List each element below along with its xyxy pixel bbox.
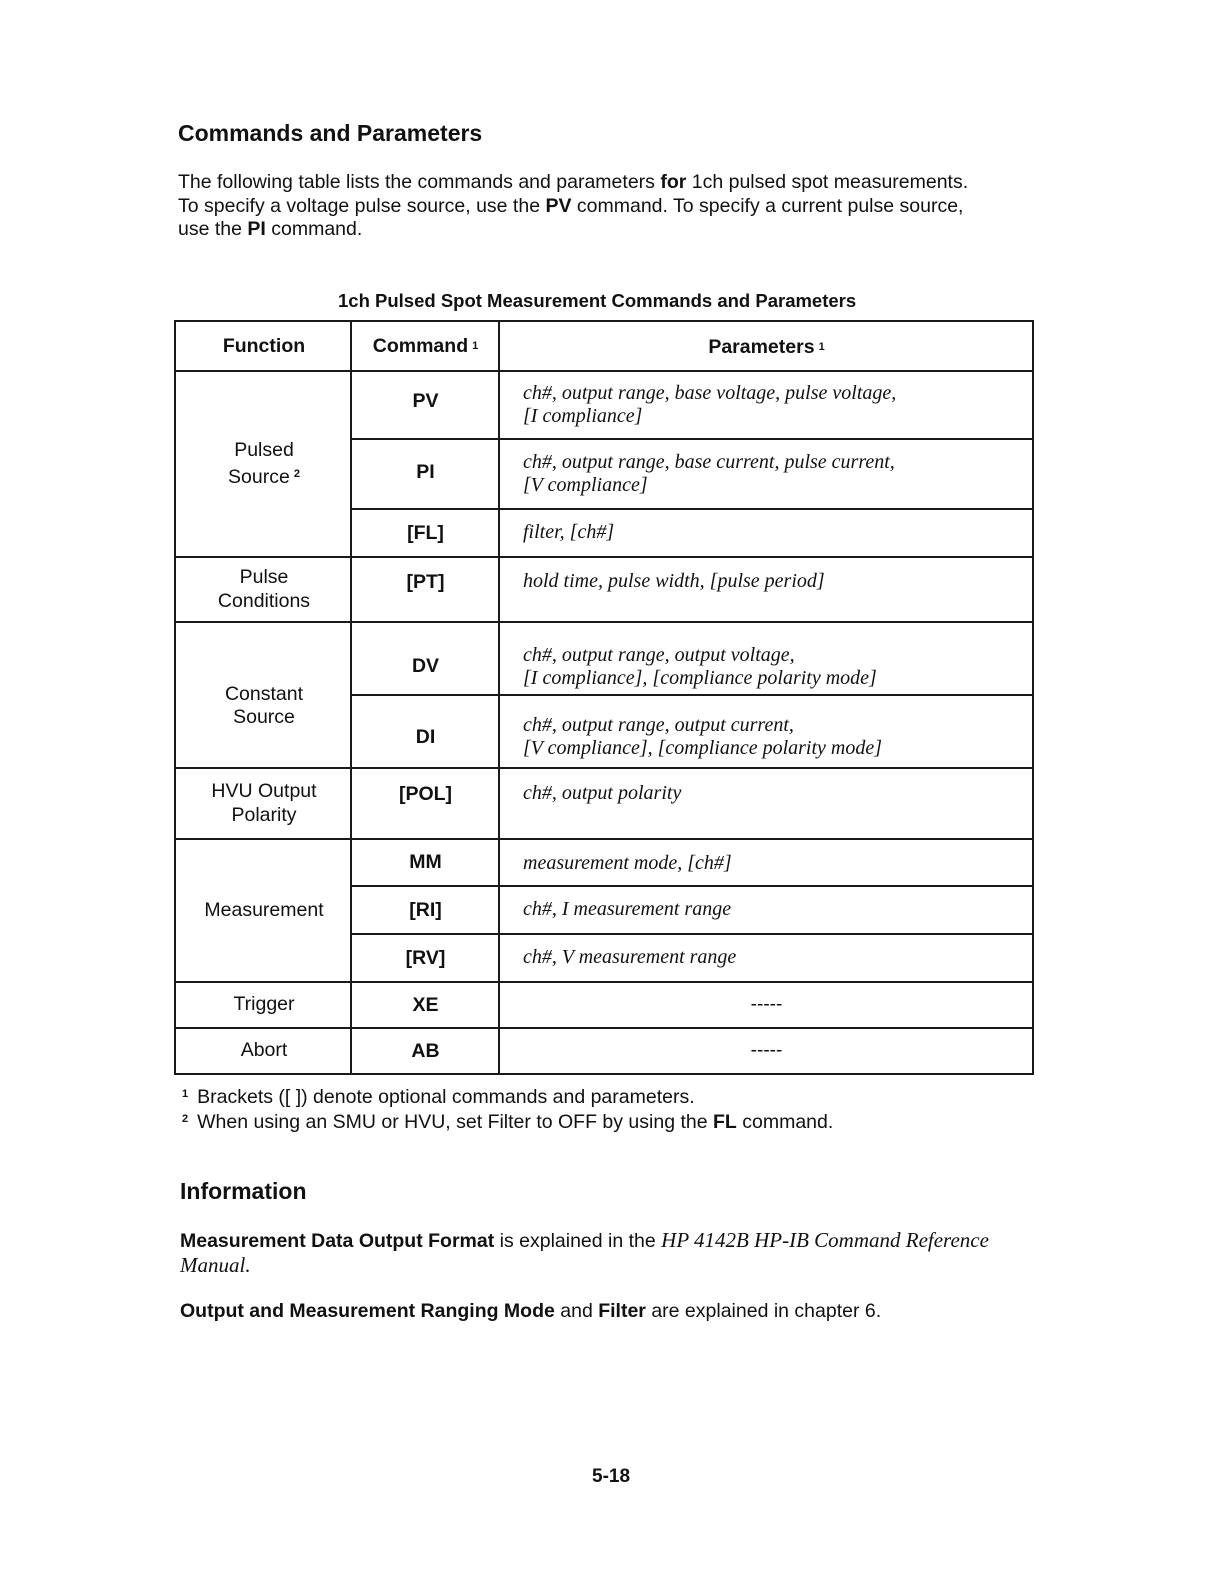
params-mm: measurement mode, [ch#] xyxy=(523,851,732,874)
section-title: Commands and Parameters xyxy=(178,120,483,146)
footnote-2: $^2$ When using an SMU or HVU, set Filter to OFF by using the FL command. xyxy=(182,1111,834,1133)
intro-line-3: use the PI command. xyxy=(178,218,363,240)
params-pi: ch#, output range, base current, pulse current, [V compliance] xyxy=(523,450,895,496)
params-ri: ch#, I measurement range xyxy=(523,898,732,921)
table-caption: 1ch Pulsed Spot Measurement Commands and Parameters xyxy=(338,290,857,311)
params-pt: hold time, pulse width, [pulse period] xyxy=(523,570,825,593)
page-number: 5-18 xyxy=(592,1466,631,1487)
command-pv: PV xyxy=(412,389,439,412)
params-dv: ch#, output range, output voltage, [I compliance], [compliance polarity mode] xyxy=(523,643,877,689)
params-ab: ----- xyxy=(750,1040,783,1061)
function-trigger: Trigger xyxy=(233,993,295,1016)
params-di: ch#, output range, output current, [V compliance], [compliance polarity mode] xyxy=(523,713,883,759)
command-xe: XE xyxy=(412,993,439,1016)
header-function: Function xyxy=(222,334,306,357)
function-measurement: Measurement xyxy=(204,898,324,921)
params-pv: ch#, output range, base voltage, pulse voltage, [I compliance] xyxy=(523,381,897,427)
command-fl: [FL] xyxy=(407,521,444,544)
command-dv: DV xyxy=(411,654,440,677)
params-rv: ch#, V measurement range xyxy=(523,946,737,969)
function-constant-source: Constant Source xyxy=(224,682,304,728)
function-pulse-conditions: Pulse Conditions xyxy=(217,566,311,612)
command-pi: PI xyxy=(416,460,435,483)
command-ri: [RI] xyxy=(409,898,442,921)
command-pol: [POL] xyxy=(398,782,453,805)
params-xe: ----- xyxy=(750,994,783,1015)
intro-line-1: The following table lists the commands and parameters for 1ch pulsed spot measurements. xyxy=(178,171,969,193)
header-parameters: Parameters 1 xyxy=(708,335,825,358)
command-mm: MM xyxy=(409,851,442,873)
information-title: Information xyxy=(180,1178,307,1204)
header-command: Command 1 xyxy=(372,334,479,357)
command-di: DI xyxy=(415,725,436,748)
command-pt: [PT] xyxy=(406,570,445,593)
information-paragraph-2: Output and Measurement Ranging Mode and Filter are explained in chapter 6. xyxy=(180,1300,882,1322)
command-rv: [RV] xyxy=(405,946,446,969)
params-fl: filter, [ch#] xyxy=(523,521,615,544)
information-paragraph-1: Measurement Data Output Format is explained in the HP 4142B HP-IB Command Reference Manual. xyxy=(180,1228,989,1277)
intro-line-2: To specify a voltage pulse source, use the PV command. To specify a current pulse source, xyxy=(178,194,964,217)
function-abort: Abort xyxy=(240,1039,288,1062)
function-pulsed-source: Pulsed Source $^2$ xyxy=(228,439,300,488)
command-ab: AB xyxy=(411,1039,440,1062)
intro-paragraph xyxy=(178,171,1058,242)
function-hvu-output-polarity: HVU Output Polarity xyxy=(211,780,317,826)
params-pol: ch#, output polarity xyxy=(523,782,682,805)
footnote-1: $^1$ Brackets ([ ]) denote optional commands and parameters. xyxy=(182,1086,695,1108)
